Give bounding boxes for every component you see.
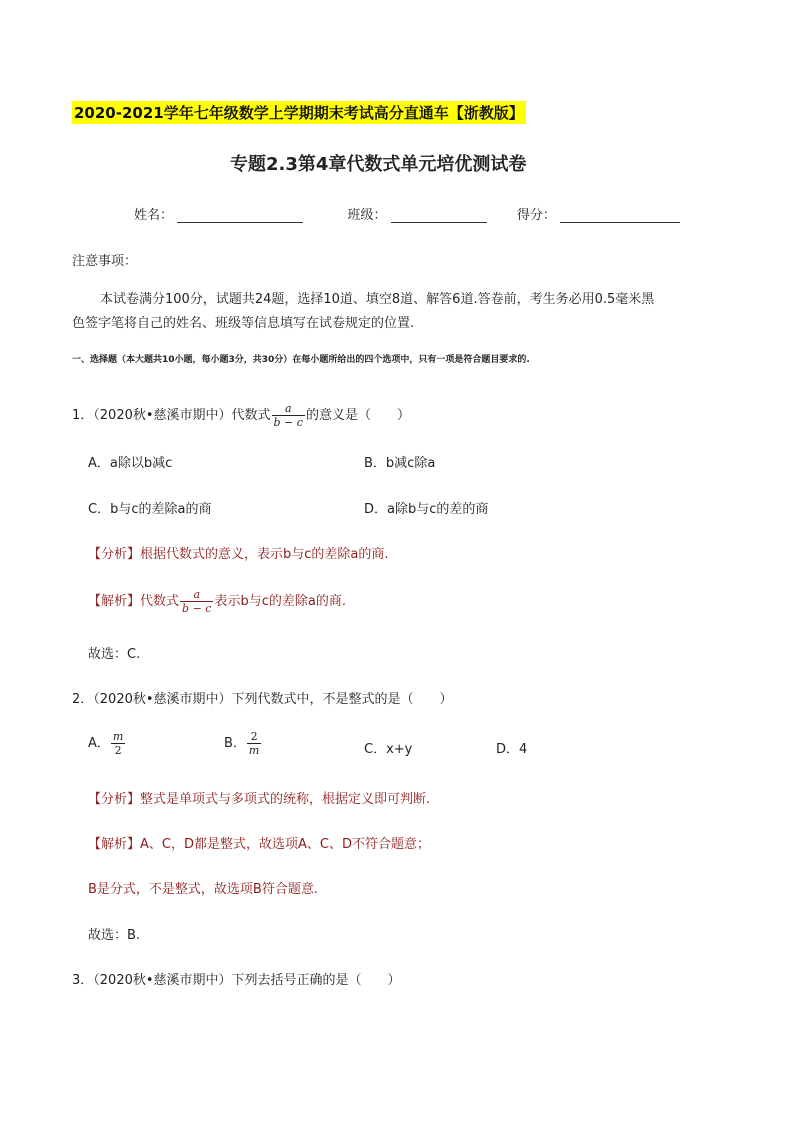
q2-option-c: C．x+y <box>364 742 413 757</box>
class-label: 班级： <box>347 208 387 223</box>
q1-prefix: 1．（2020秋•慈溪市期中）代数式 <box>72 408 271 423</box>
q1-option-c: C．b与c的差除a的商 <box>88 502 212 517</box>
q2-solution <box>88 833 430 852</box>
q2-option-d: D．4 <box>496 742 528 757</box>
q2-option-a: A． $\frac{m}{2}$ <box>88 730 124 757</box>
q2-solution-cont: B是分式，不是整式，故选项B符合题意. <box>88 882 318 897</box>
series-banner: 2020-2021学年七年级数学上学期期末考试高分直通车【浙教版】 <box>72 101 526 124</box>
solution-tag: 【解析】 <box>88 594 141 609</box>
class-field[interactable] <box>391 221 487 223</box>
solution-post: 表示b与c的差除a的商. <box>214 594 346 609</box>
question-3-stem: 3．（2020秋•慈溪市期中）下列去括号正确的是（ ） <box>72 973 401 988</box>
student-info-row <box>134 204 680 223</box>
notice-line-1: 本试卷满分100分，试题共24题，选择10道、填空8道、解答6道.答卷前，考生务必用0.5毫米黑 <box>100 292 655 307</box>
q1-solution <box>88 588 346 615</box>
analysis-text: 根据代数式的意义，表示b与c的差除a的商. <box>140 547 389 562</box>
analysis-text: 整式是单项式与多项式的统称，根据定义即可判断. <box>140 792 431 807</box>
solution-pre: 代数式 <box>140 594 180 609</box>
notice-line-2: 色签字笔将自己的姓名、班级等信息填写在试卷规定的位置. <box>72 316 415 331</box>
q2-option-b: B． $\frac{2}{m}$ <box>224 730 260 757</box>
analysis-tag: 【分析】 <box>88 547 141 562</box>
q1-option-a: A．a除以b减c <box>88 456 173 471</box>
name-label: 姓名： <box>134 208 174 223</box>
q1-option-b: B．b减c除a <box>364 456 436 471</box>
score-field[interactable] <box>560 221 680 223</box>
question-1-stem <box>72 402 410 429</box>
q2-b-fraction: $\frac{2}{m}$ <box>248 730 260 757</box>
score-label: 得分： <box>516 208 556 223</box>
page-title: 专题2.3第4章代数式单元培优测试卷 <box>230 154 527 175</box>
notice-heading: 注意事项： <box>72 254 138 269</box>
name-field[interactable] <box>177 221 303 223</box>
q1-answer: 故选：C. <box>88 647 141 662</box>
solution-text: A、C，D都是整式，故选项A、C、D不符合题意； <box>140 837 430 852</box>
q1-analysis <box>88 543 389 562</box>
q1-solution-fraction: $\frac{a}{b - c}$ <box>182 588 212 615</box>
question-2-stem: 2．（2020秋•慈溪市期中）下列代数式中，不是整式的是（ ） <box>72 692 453 707</box>
q1-option-d: D．a除b与c的差的商 <box>364 502 489 517</box>
q1-fraction: $\frac{a}{b - c}$ <box>273 402 303 429</box>
q2-answer: 故选：B. <box>88 928 141 943</box>
q2-analysis <box>88 788 430 807</box>
solution-tag: 【解析】 <box>88 837 141 852</box>
q1-suffix: 的意义是（ ） <box>305 408 410 423</box>
section-heading: 一、选择题（本大题共10小题，每小题3分，共30分）在每小题所给出的四个选项中，只有一项是符合题目要求的. <box>72 355 530 365</box>
analysis-tag: 【分析】 <box>88 792 141 807</box>
q2-a-fraction: $\frac{m}{2}$ <box>112 730 124 757</box>
